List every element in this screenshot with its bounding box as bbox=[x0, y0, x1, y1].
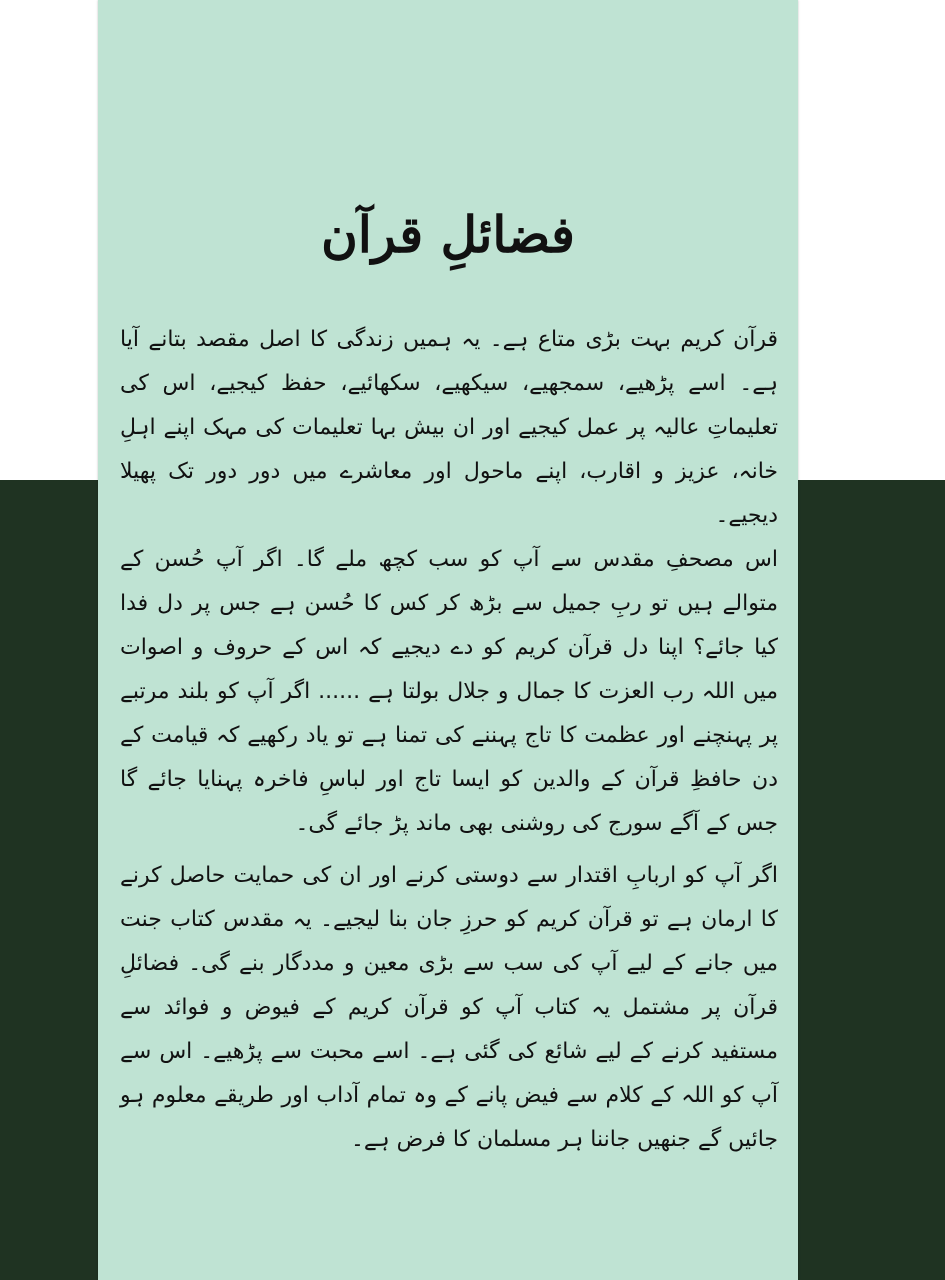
body-text bbox=[120, 318, 778, 1162]
paragraph-2: اس مصحفِ مقدس سے آپ کو سب کچھ ملے گا۔ اگر آپ حُسن کے متوالے ہیں تو ربِ جمیل سے بڑھ کر کس کا حُسن ہے جس پر دل فدا کیا جائے؟ اپنا دل قرآن کریم کو دے دیجیے کہ اس کے حروف و اصوات میں اللہ رب العزت کا جمال و جلال بولتا ہے ...... اگر آپ کو بلند مرتبے پر پہنچنے اور عظمت کا تاج پہننے کی تمنا ہے تو یاد رکھیے کہ قیامت کے دن حافظِ قرآن کے والدین کو ایسا تاج اور لباسِ فاخرہ پہنایا جائے گا جس کے آگے سورج کی روشنی بھی ماند پڑ جائے گی۔ bbox=[120, 547, 778, 836]
paragraph-3: اگر آپ کو اربابِ اقتدار سے دوستی کرنے اور ان کی حمایت حاصل کرنے کا ارمان ہے تو قرآن کریم کو حرزِ جان بنا لیجیے۔ یہ مقدس کتاب جنت میں جانے کے لیے آپ کی سب سے بڑی معین و مددگار بنے گی۔ فضائلِ قرآن پر مشتمل یہ کتاب آپ کو قرآن کریم کے فیوض و فوائد سے مستفید کرنے کے لیے شائع کی گئی ہے۔ اسے محبت سے پڑھیے۔ اس سے آپ کو اللہ کے کلام سے فیض پانے کے وہ تمام آداب اور طریقے معلوم ہو جائیں گے جنھیں جاننا ہر مسلمان کا فرض ہے۔ bbox=[120, 863, 778, 1152]
text-panel bbox=[98, 0, 798, 1280]
page-title: فضائلِ قرآن bbox=[321, 205, 575, 264]
paragraph-1: قرآن کریم بہت بڑی متاع ہے۔ یہ ہمیں زندگی کا اصل مقصد بتانے آیا ہے۔ اسے پڑھیے، سمجھیے، سیکھیے، سکھائیے، حفظ کیجیے، اس کی تعلیماتِ عالیہ پر عمل کیجیے اور ان بیش بہا تعلیمات کی مہک اپنے اہلِ خانہ، عزیز و اقارب، اپنے ماحول اور معاشرے میں دور دور تک پھیلا دیجیے۔ bbox=[120, 327, 778, 528]
